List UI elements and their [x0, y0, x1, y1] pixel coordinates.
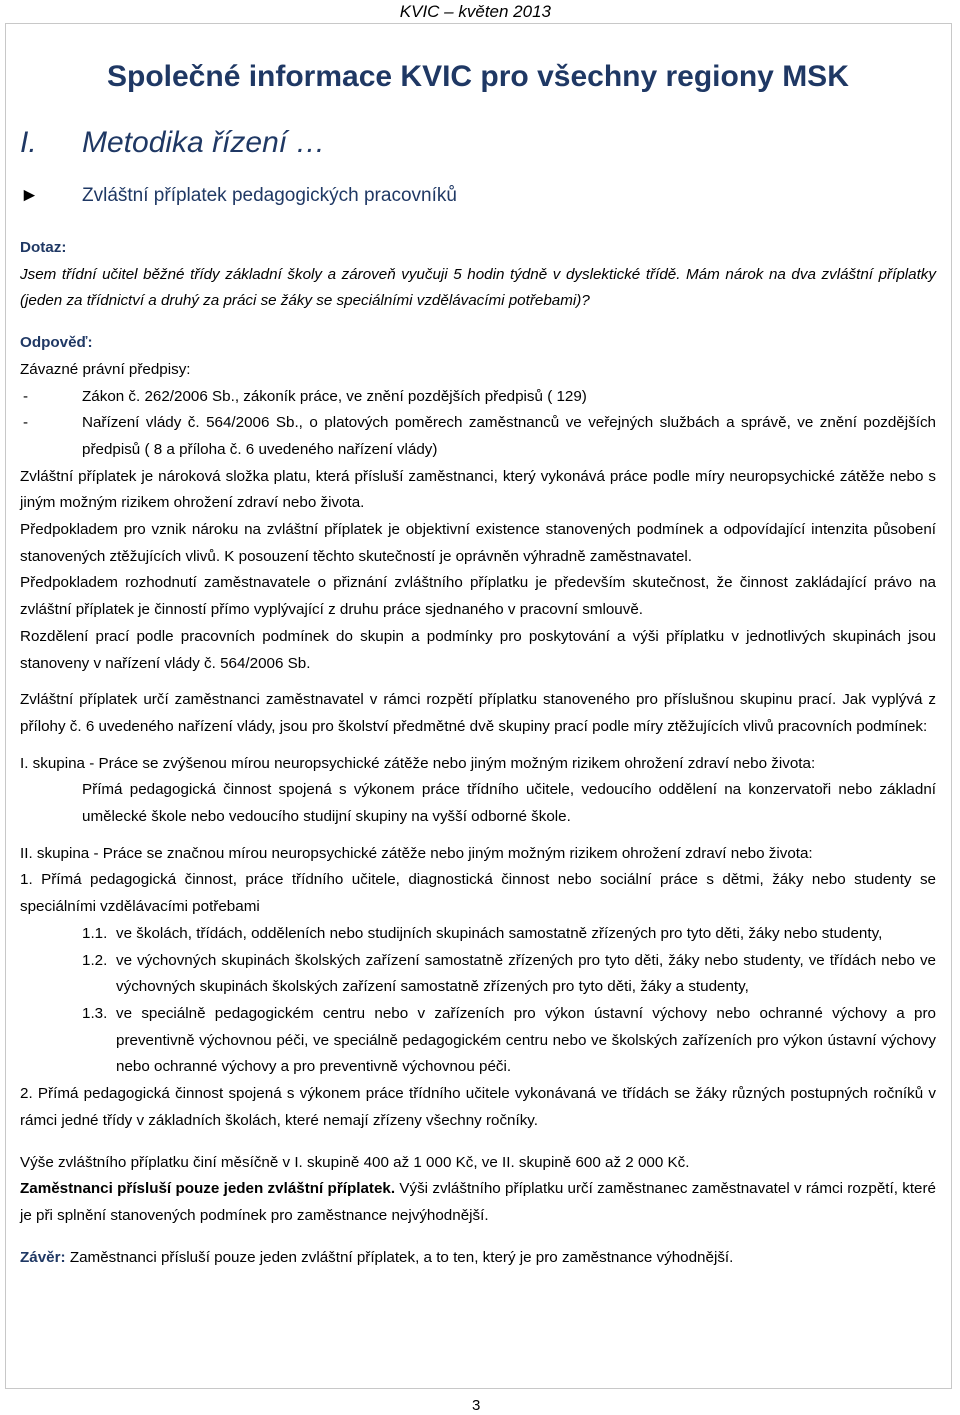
conclusion: Závěr: Zaměstnanci přísluší pouze jeden zvláštní příplatek, a to ten, který je pro zaměstnance výhodnější.: [20, 1248, 734, 1266]
paragraph: Rozdělení prací podle pracovních podmínek do skupin a podmínky pro poskytování a výši příplatku v jednotlivých skupinách jsou stanoveny v nařízení vlády č. 564/2006 Sb.: [20, 627, 936, 672]
bold-statement-paragraph: Zaměstnanci přísluší pouze jeden zvláštní příplatek. Výši zvláštního příplatku určí zaměstnanec zaměstnavatel v rámci rozpětí, které je při splnění stanovených podmínek pro zaměstnance nejvýhodnější.: [20, 1180, 936, 1224]
document-body: [20, 235, 936, 1271]
group2-heading: II. skupina - Práce se značnou mírou neuropsychické zátěže nebo jiným možným rizikem ohrožení zdraví nebo života:: [20, 844, 813, 862]
legal-item: - Nařízení vlády č. 564/2006 Sb., o platových poměrech zaměstnanců ve veřejných službách a správě, ve znění pozdějších předpisů ( 8 a příloha č. 6 uvedeného nařízení vlády): [23, 414, 936, 458]
section-title: Metodika řízení …: [82, 126, 326, 159]
legal-item: - Zákon č. 262/2006 Sb., zákoník práce, ve znění pozdějších předpisů ( 129): [23, 387, 587, 405]
group2-item-1: 1. Přímá pedagogická činnost, práce třídního učitele, diagnostická činnost nebo sociální práce s dětmi, žáky nebo studenty se speciálními vzdělávacími potřebami: [20, 871, 936, 916]
question-label: Dotaz:: [20, 239, 67, 256]
page-number: 3: [472, 1397, 481, 1414]
question-text: Jsem třídní učitel běžné třídy základní školy a zároveň vyučuji 5 hodin týdně v dyslektické třídě. Mám nárok na dva zvláštní příplatky (jeden za třídnictví a druhý za práci se žáky se speciálními vzdělávacími potřebami)?: [20, 265, 936, 310]
bold-statement: Zaměstnanci přísluší pouze jeden zvláštní příplatek.: [20, 1180, 396, 1198]
group2-subitem: 1.3. ve speciálně pedagogickém centru nebo v zařízeních pro výkon ústavní výchovy nebo ochranné výchovy a pro preventivně výchovnou péči, ve speciálně pedagogickém centru nebo ve školských zařízeních pro výkon ústavní výchovy nebo ochranné výchovy a pro preventivně výchovnou péči.: [82, 1004, 936, 1076]
paragraph: Předpokladem rozhodnutí zaměstnavatele o přiznání zvláštního příplatku je především skutečnost, že činnost zakládající právo na zvláštní příplatek je činností přímo vyplývající z druhu práce sjednaného v pracovní smlouvě.: [20, 574, 936, 619]
running-head: KVIC – květen 2013: [399, 2, 551, 21]
group2-subitem: 1.2. ve výchovných skupinách školských zařízení samostatně zřízených pro tyto děti, žáky nebo studenty, ve třídách nebo ve výchovných skupinách školských zařízení samostatně zřízených pro tyto děti, žáky a studenty,: [82, 951, 936, 996]
amount-text: Výše zvláštního příplatku činí měsíčně v I. skupině 400 až 1 000 Kč, ve II. skupině 600 až 2 000 Kč.: [20, 1153, 690, 1171]
answer-label: Odpověď:: [20, 334, 93, 352]
paragraph: Zvláštní příplatek je nároková složka platu, která přísluší zaměstnanci, který vykonává práce podle míry neuropsychické zátěže nebo s jiným možným rizikem ohrožení zdraví nebo života.: [20, 467, 936, 512]
page-title: Společné informace KVIC pro všechny regiony MSK: [107, 60, 849, 93]
subsection-title: Zvláštní příplatek pedagogických pracovníků: [82, 185, 457, 206]
arrow-bullet-icon: ►: [20, 185, 39, 206]
group2-subitem: 1.1. ve školách, třídách, odděleních nebo studijních skupinách samostatně zřízených pro tyto děti, žáky nebo studenty,: [82, 924, 883, 942]
paragraph: Zvláštní příplatek určí zaměstnanci zaměstnavatel v rámci rozpětí příplatku stanoveného pro příslušnou skupinu prací. Jak vyplývá z přílohy č. 6 uvedeného nařízení vlády, jsou pro školství předmětné dvě skupiny prací podle míry ztěžujících vlivů pracovních podmínek:: [20, 691, 936, 735]
group2-item-2: 2. Přímá pedagogická činnost spojená s výkonem práce třídního učitele vykonávaná ve třídách se žáky různých postupných ročníků v rámci jedné třídy v základních školách, které nemají zřízeny všechny ročníky.: [20, 1085, 936, 1129]
section-number: I.: [20, 126, 37, 159]
conclusion-label: Závěr:: [20, 1248, 66, 1266]
group1-heading: I. skupina - Práce se zvýšenou mírou neuropsychické zátěže nebo jiným možným rizikem ohrožení zdraví nebo života:: [20, 754, 816, 772]
legal-heading: Závazné právní předpisy:: [20, 360, 191, 378]
subsection-heading: [20, 185, 457, 207]
section-heading: [20, 126, 325, 160]
group1-text: Přímá pedagogická činnost spojená s výkonem práce třídního učitele, vedoucího oddělení na konzervatoři nebo základní umělecké škole nebo vedoucího studijní skupiny na vyšší odborné škole.: [82, 781, 936, 826]
paragraph: Předpokladem pro vznik nároku na zvláštní příplatek je objektivní existence stanovených podmínek a odpovídající intenzita působení stanovených ztěžujících vlivů. K posouzení těchto skutečností je oprávněn výhradně zaměstnavatel.: [20, 521, 936, 565]
